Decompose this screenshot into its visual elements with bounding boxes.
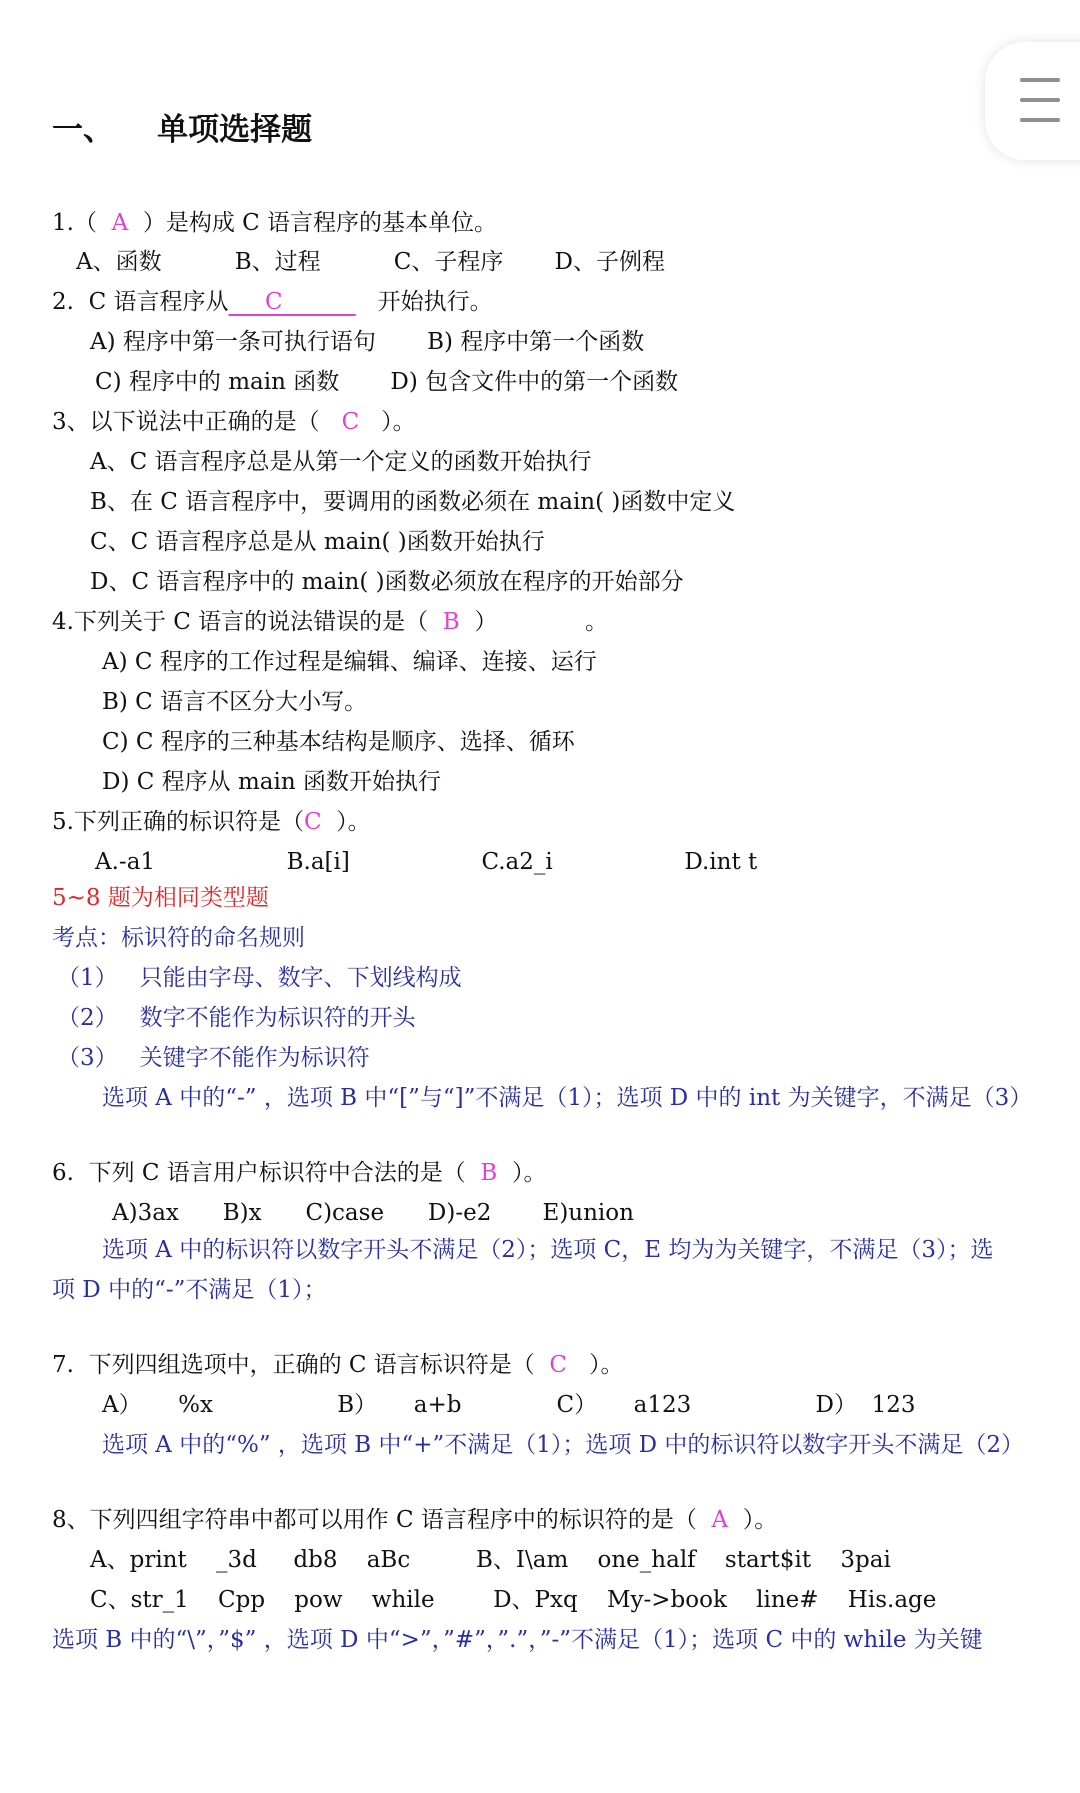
question-3-option-d: D、C 语言程序中的 main( )函数必须放在程序的开始部分 <box>90 569 684 595</box>
question-3-option-c: C、C 语言程序总是从 main( )函数开始执行 <box>90 529 545 555</box>
question-7-explanation: 选项 A 中的“%” ，选项 B 中“+”不满足（1）；选项 D 中的标识符以数字开头不满足（2） <box>102 1432 1025 1458</box>
question-7: 7. 下列四组选项中，正确的 C 语言标识符是（ C ）。 <box>52 1352 624 1378</box>
question-8-options-1: A、print _3d db8 aBc B、I\am one_half start$it 3pai <box>90 1547 891 1573</box>
question-4-option-b: B) C 语言不区分大小写。 <box>102 689 368 715</box>
question-1-options: A、函数 B、过程 C、子程序 D、子例程 <box>76 249 665 275</box>
question-3-option-a: A、C 语言程序总是从第一个定义的函数开始执行 <box>90 449 592 475</box>
question-1: 1.（ A ）是构成 C 语言程序的基本单位。 <box>52 210 498 236</box>
question-5: 5.下列正确的标识符是（C ）。 <box>52 809 371 835</box>
question-5-options: A.-a1 B.a[i] C.a2_i D.int t <box>95 849 758 875</box>
menu-button[interactable] <box>985 42 1080 160</box>
question-4-option-d: D) C 程序从 main 函数开始执行 <box>102 769 441 795</box>
note-rule-2: （2） 数字不能作为标识符的开头 <box>57 1005 416 1031</box>
note-explanation: 选项 A 中的“-” ，选项 B 中“[”与“]”不满足（1）；选项 D 中的 int 为关键字，不满足（3） <box>102 1085 1033 1111</box>
note-point: 考点：标识符的命名规则 <box>52 925 305 951</box>
question-6-explanation-2: 项 D 中的“-”不满足（1）； <box>52 1277 327 1303</box>
note-rule-3: （3） 关键字不能作为标识符 <box>57 1045 370 1071</box>
answer-1: A <box>111 210 129 236</box>
question-8: 8、下列四组字符串中都可以用作 C 语言程序中的标识符的是（ A ）。 <box>52 1507 778 1533</box>
question-2: 2. C 语言程序从 C 开始执行。 <box>52 289 493 315</box>
question-4-option-a: A) C 程序的工作过程是编辑、编译、连接、运行 <box>102 649 597 675</box>
answer-7: C <box>549 1352 568 1378</box>
answer-8: A <box>711 1507 729 1533</box>
note-title: 5~8 题为相同类型题 <box>52 885 269 911</box>
question-2-options-1: A) 程序中第一条可执行语句 B) 程序中第一个函数 <box>90 329 645 355</box>
answer-6: B <box>480 1160 498 1186</box>
question-6-explanation-1: 选项 A 中的标识符以数字开头不满足（2）；选项 C，E 均为为关键字，不满足（3）；选 <box>102 1237 994 1263</box>
note-rule-1: （1） 只能由字母、数字、下划线构成 <box>57 965 462 991</box>
question-3-option-b: B、在 C 语言程序中，要调用的函数必须在 main( )函数中定义 <box>90 489 736 515</box>
answer-5: C <box>303 809 322 835</box>
question-4-option-c: C) C 程序的三种基本结构是顺序、选择、循环 <box>102 729 575 755</box>
section-heading: 一、 单项选择题 <box>52 112 313 148</box>
question-6: 6. 下列 C 语言用户标识符中合法的是（ B ）。 <box>52 1160 547 1186</box>
answer-2: C <box>228 289 356 315</box>
answer-4: B <box>442 609 460 635</box>
question-4: 4.下列关于 C 语言的说法错误的是（ B ） 。 <box>52 609 609 635</box>
question-3: 3、以下说法中正确的是（ C ）。 <box>52 409 416 435</box>
question-6-options: A)3ax B)x C)case D)-e2 E)union <box>112 1200 634 1226</box>
question-8-explanation: 选项 B 中的“\”，”$” ，选项 D 中“>”，”#”，”.”，”-”不满足（1）；选项 C 中的 while 为关键 <box>52 1627 983 1653</box>
question-2-options-2: C) 程序中的 main 函数 D) 包含文件中的第一个函数 <box>95 369 679 395</box>
question-7-options: A） %x B） a+b C） a123 D） 123 <box>102 1392 916 1418</box>
question-8-options-2: C、str_1 Cpp pow while D、Pxq My->book line# His.age <box>90 1587 937 1613</box>
answer-3: C <box>341 409 360 435</box>
